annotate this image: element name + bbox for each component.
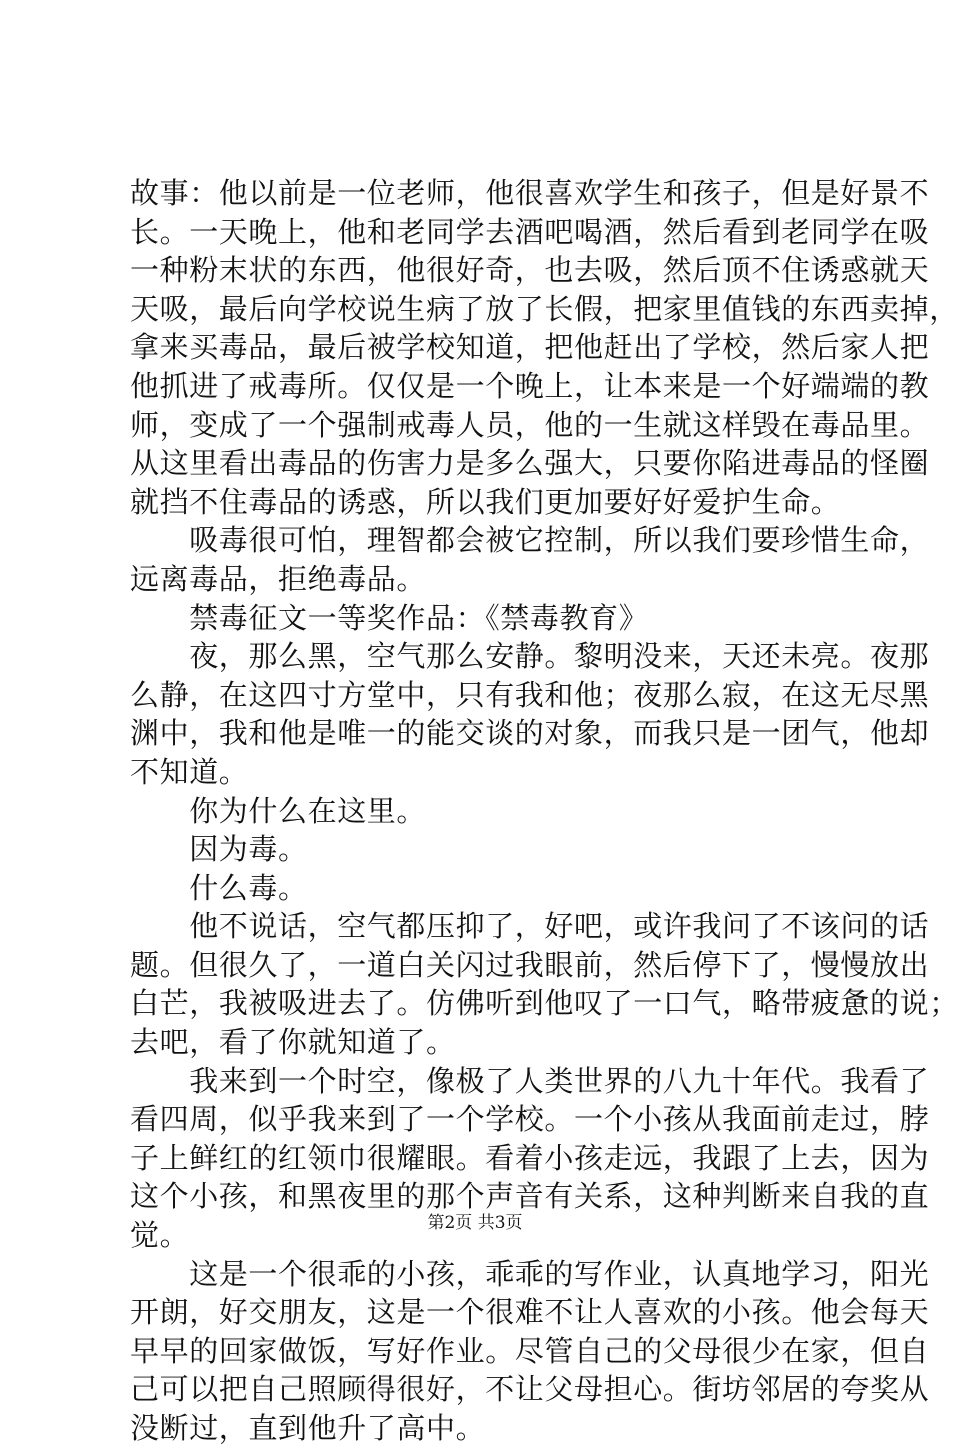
text-line: 一种粉末状的东西，他很好奇，也去吸，然后顶不住诱惑就天 — [130, 253, 930, 288]
text-line: 吸毒很可怕，理智都会被它控制，所以我们要珍惜生命， — [130, 523, 930, 558]
text-line: 什么毒。 — [130, 870, 308, 905]
text-line: 远离毒品，拒绝毒品。 — [130, 561, 427, 596]
text-line: 夜，那么黑，空气那么安静。黎明没来，天还未亮。夜那 — [130, 639, 930, 674]
text-line: 他不说话，空气都压抑了，好吧，或许我问了不该问的话 — [130, 909, 930, 944]
text-line: 天吸，最后向学校说生病了放了长假，把家里值钱的东西卖掉， — [130, 291, 959, 326]
text-line: 早早的回家做饭，写好作业。尽管自己的父母很少在家，但自 — [130, 1333, 930, 1368]
text-line: 己可以把自己照顾得很好，不让父母担心。街坊邻居的夸奖从 — [130, 1372, 930, 1407]
section-title: 禁毒征文一等奖作品：《禁毒教育》 — [130, 600, 649, 635]
text-line: 这个小孩，和黑夜里的那个声音有关系，这种判断来自我的直 — [130, 1179, 930, 1214]
text-line: 觉。 — [130, 1218, 190, 1253]
text-line: 渊中，我和他是唯一的能交谈的对象，而我只是一团气，他却 — [130, 716, 930, 751]
text-line: 这是一个很乖的小孩，乖乖的写作业，认真地学习，阳光 — [130, 1256, 930, 1291]
text-line: 从这里看出毒品的伤害力是多么强大，只要你陷进毒品的怪圈 — [130, 446, 930, 481]
text-line: 就挡不住毒品的诱惑，所以我们更加要好好爱护生命。 — [130, 484, 841, 519]
text-line: 看四周，似乎我来到了一个学校。一个小孩从我面前走过，脖 — [130, 1102, 930, 1137]
text-line: 去吧，看了你就知道了。 — [130, 1025, 456, 1060]
page-number-footer: 第2页 共3页 — [427, 1213, 523, 1233]
body-text — [130, 174, 959, 1448]
text-line: 子上鲜红的红领巾很耀眼。看着小孩走远，我跟了上去，因为 — [130, 1140, 930, 1175]
text-line: 我来到一个时空，像极了人类世界的八九十年代。我看了 — [130, 1063, 930, 1098]
text-line: 拿来买毒品，最后被学校知道，把他赶出了学校，然后家人把 — [130, 330, 930, 365]
text-line: 故事：他以前是一位老师，他很喜欢学生和孩子，但是好景不 — [130, 176, 930, 210]
text-line: 白芒，我被吸进去了。仿佛听到他叹了一口气，略带疲惫的说； — [130, 986, 959, 1021]
text-line: 开朗，好交朋友，这是一个很难不让人喜欢的小孩。他会每天 — [130, 1295, 930, 1330]
text-line: 不知道。 — [130, 754, 249, 789]
text-line: 你为什么在这里。 — [130, 793, 427, 828]
text-line: 师，变成了一个强制戒毒人员，他的一生就这样毁在毒品里。 — [130, 407, 930, 442]
text-line: 没断过，直到他升了高中。 — [130, 1411, 486, 1445]
text-line: 题。但很久了，一道白关闪过我眼前，然后停下了，慢慢放出 — [130, 947, 930, 982]
text-line: 他抓进了戒毒所。仅仅是一个晚上，让本来是一个好端端的教 — [130, 368, 930, 403]
text-line: 么静，在这四寸方堂中，只有我和他；夜那么寂，在这无尽黑 — [130, 677, 930, 712]
text-line: 因为毒。 — [130, 832, 308, 867]
text-line: 长。一天晚上，他和老同学去酒吧喝酒，然后看到老同学在吸 — [130, 214, 930, 249]
